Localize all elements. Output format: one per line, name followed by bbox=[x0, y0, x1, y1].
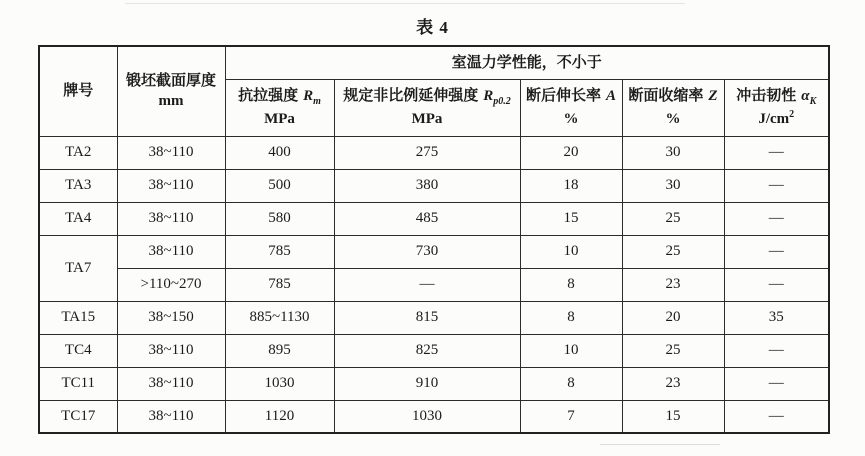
table-row bbox=[39, 367, 829, 400]
cell-tensile-strength: 580 bbox=[225, 202, 334, 235]
cell-elongation: 8 bbox=[520, 301, 622, 334]
cell-impact-toughness: 35 bbox=[724, 301, 829, 334]
cell-thickness: 38~110 bbox=[117, 136, 225, 169]
cell-elongation: 8 bbox=[520, 367, 622, 400]
cell-grade: TC4 bbox=[39, 334, 117, 367]
cell-thickness: 38~110 bbox=[117, 169, 225, 202]
header-thickness-label: 锻坯截面厚度 bbox=[125, 73, 216, 89]
header-col-unit: J/cm bbox=[758, 111, 790, 128]
cell-reduction-of-area: 30 bbox=[622, 169, 724, 202]
cell-thickness: >110~270 bbox=[117, 268, 225, 301]
cell-elongation: 20 bbox=[520, 136, 622, 169]
header-impact-toughness: 冲击韧性 $\alpha_K$ $J/cm^2$ bbox=[724, 79, 829, 136]
cell-grade: TC17 bbox=[39, 400, 117, 433]
header-elongation bbox=[520, 79, 622, 136]
cell-thickness: 38~110 bbox=[117, 334, 225, 367]
cell-reduction-of-area: 25 bbox=[622, 235, 724, 268]
cell-grade: TA4 bbox=[39, 202, 117, 235]
cell-tensile-strength: 785 bbox=[225, 268, 334, 301]
cell-proof-strength: 485 bbox=[334, 202, 520, 235]
cell-reduction-of-area: 20 bbox=[622, 301, 724, 334]
cell-elongation: 10 bbox=[520, 334, 622, 367]
symbol-Rp02: $R_{p0.2}$ bbox=[483, 87, 511, 107]
header-grade: 牌号 bbox=[39, 46, 117, 136]
cell-proof-strength: 730 bbox=[334, 235, 520, 268]
cell-thickness: 38~110 bbox=[117, 400, 225, 433]
cell-thickness: 38~110 bbox=[117, 367, 225, 400]
header-col-label: 规定非比例延伸强度 bbox=[343, 87, 479, 104]
cell-elongation: 7 bbox=[520, 400, 622, 433]
cell-grade: TA7 bbox=[39, 235, 117, 301]
table-row bbox=[39, 334, 829, 367]
cell-reduction-of-area: 25 bbox=[622, 202, 724, 235]
cell-impact-toughness: — bbox=[724, 235, 829, 268]
cell-reduction-of-area: 30 bbox=[622, 136, 724, 169]
table-row bbox=[39, 202, 829, 235]
scan-artifact bbox=[600, 444, 720, 445]
cell-impact-toughness: — bbox=[724, 202, 829, 235]
header-col-unit: MPa bbox=[264, 111, 295, 128]
cell-impact-toughness: — bbox=[724, 367, 829, 400]
cell-impact-toughness: — bbox=[724, 136, 829, 169]
cell-proof-strength: 1030 bbox=[334, 400, 520, 433]
symbol-alpha-K: $\alpha_K$ bbox=[801, 87, 817, 107]
header-reduction-of-area bbox=[622, 79, 724, 136]
cell-tensile-strength: 785 bbox=[225, 235, 334, 268]
scan-artifact bbox=[125, 3, 685, 4]
header-col-label: 断面收缩率 bbox=[628, 87, 704, 104]
header-thickness-unit: mm bbox=[158, 93, 184, 110]
cell-grade: TA2 bbox=[39, 136, 117, 169]
cell-reduction-of-area: 23 bbox=[622, 268, 724, 301]
mechanical-properties-table bbox=[38, 45, 830, 434]
cell-proof-strength: 825 bbox=[334, 334, 520, 367]
table-row bbox=[39, 268, 829, 301]
header-col-label: 抗拉强度 bbox=[238, 87, 299, 104]
cell-proof-strength: 380 bbox=[334, 169, 520, 202]
symbol-Rm: $R_m$ bbox=[303, 87, 321, 107]
header-col-unit: % bbox=[665, 111, 681, 128]
cell-tensile-strength: 885~1130 bbox=[225, 301, 334, 334]
cell-tensile-strength: 500 bbox=[225, 169, 334, 202]
header-thickness bbox=[117, 46, 225, 136]
cell-proof-strength: 910 bbox=[334, 367, 520, 400]
header-col-unit: % bbox=[563, 111, 579, 128]
cell-thickness: 38~150 bbox=[117, 301, 225, 334]
cell-elongation: 15 bbox=[520, 202, 622, 235]
cell-grade: TC11 bbox=[39, 367, 117, 400]
table-row bbox=[39, 235, 829, 268]
cell-impact-toughness: — bbox=[724, 400, 829, 433]
table-row bbox=[39, 301, 829, 334]
table-title: 表 4 bbox=[416, 18, 449, 37]
cell-thickness: 38~110 bbox=[117, 235, 225, 268]
cell-grade: TA3 bbox=[39, 169, 117, 202]
symbol-A: A bbox=[606, 87, 617, 104]
cell-tensile-strength: 400 bbox=[225, 136, 334, 169]
table-row bbox=[39, 400, 829, 433]
header-col-unit: MPa bbox=[411, 111, 443, 128]
cell-grade: TA15 bbox=[39, 301, 117, 334]
cell-elongation: 8 bbox=[520, 268, 622, 301]
header-proof-strength bbox=[334, 79, 520, 136]
cell-proof-strength: 275 bbox=[334, 136, 520, 169]
header-group-room-temp-properties: 室温力学性能，不小于 bbox=[225, 46, 829, 79]
table-row bbox=[39, 136, 829, 169]
symbol-Z: Z bbox=[708, 87, 718, 104]
cell-elongation: 18 bbox=[520, 169, 622, 202]
header-tensile-strength bbox=[225, 79, 334, 136]
cell-reduction-of-area: 15 bbox=[622, 400, 724, 433]
cell-tensile-strength: 1030 bbox=[225, 367, 334, 400]
cell-impact-toughness: — bbox=[724, 169, 829, 202]
cell-impact-toughness: — bbox=[724, 268, 829, 301]
cell-tensile-strength: 1120 bbox=[225, 400, 334, 433]
table-row bbox=[39, 169, 829, 202]
cell-proof-strength: 815 bbox=[334, 301, 520, 334]
header-col-label: 冲击韧性 bbox=[736, 87, 797, 104]
cell-proof-strength: — bbox=[334, 268, 520, 301]
cell-tensile-strength: 895 bbox=[225, 334, 334, 367]
cell-reduction-of-area: 25 bbox=[622, 334, 724, 367]
cell-reduction-of-area: 23 bbox=[622, 367, 724, 400]
cell-impact-toughness: — bbox=[724, 334, 829, 367]
header-col-label: 断后伸长率 bbox=[525, 87, 601, 104]
cell-thickness: 38~110 bbox=[117, 202, 225, 235]
cell-elongation: 10 bbox=[520, 235, 622, 268]
